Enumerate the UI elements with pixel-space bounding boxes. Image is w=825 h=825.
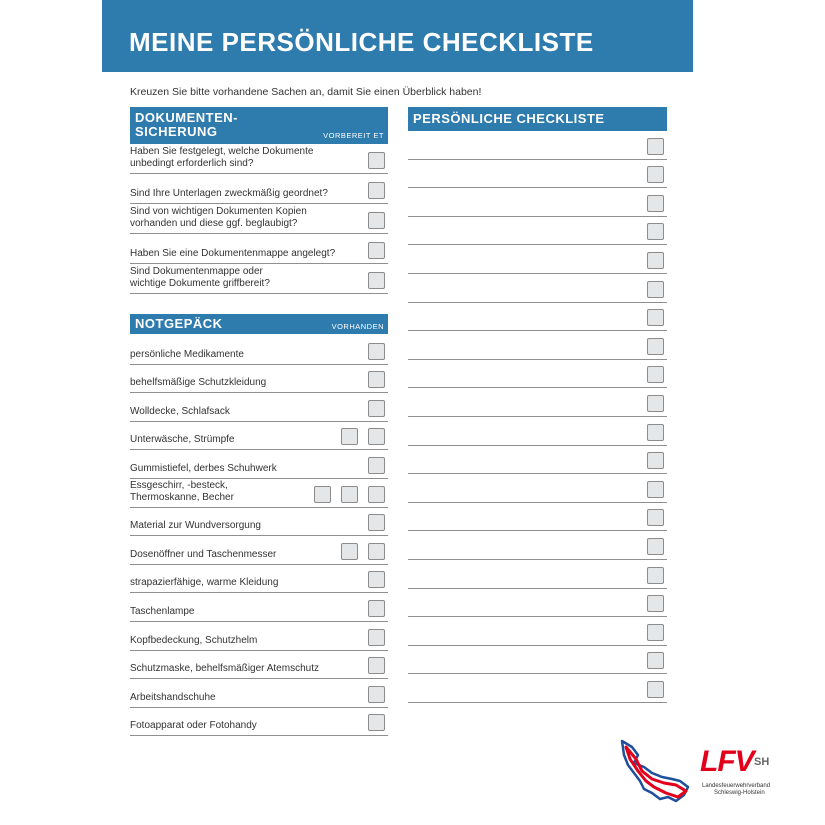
persoenlich-row xyxy=(408,217,667,246)
persoenlich-checkbox[interactable] xyxy=(647,138,664,155)
notgepaeck-item-label: Material zur Wundversorgung xyxy=(130,520,261,532)
section-title-notgepaeck: NOTGEPÄCK xyxy=(135,316,223,331)
notgepaeck-checkbox[interactable] xyxy=(341,486,358,503)
persoenlich-row xyxy=(408,589,667,618)
title-banner xyxy=(102,0,693,72)
notgepaeck-item-label: Unterwäsche, Strümpfe xyxy=(130,434,235,446)
dokumente-checkbox[interactable] xyxy=(368,212,385,229)
notgepaeck-checkbox[interactable] xyxy=(341,543,358,560)
persoenlich-checkbox[interactable] xyxy=(647,309,664,326)
notgepaeck-row xyxy=(130,536,388,565)
section-title-persoenlich: PERSÖNLICHE CHECKLISTE xyxy=(413,111,605,126)
dokumente-item-label: Sind Dokumentenmappe oder wichtige Dokumente griffbereit? xyxy=(130,266,270,289)
persoenlich-row xyxy=(408,474,667,503)
persoenlich-checkbox[interactable] xyxy=(647,223,664,240)
notgepaeck-checkbox[interactable] xyxy=(314,486,331,503)
notgepaeck-row xyxy=(130,593,388,622)
dokumente-item-label: Haben Sie festgelegt, welche Dokumente unbedingt erforderlich sind? xyxy=(130,146,314,169)
notgepaeck-item-label: Kopfbedeckung, Schutzhelm xyxy=(130,634,258,646)
persoenlich-checkbox[interactable] xyxy=(647,567,664,584)
logo-org-line2: Schleswig-Holstein xyxy=(714,790,765,796)
persoenlich-row xyxy=(408,160,667,189)
notgepaeck-row xyxy=(130,365,388,394)
notgepaeck-item-label: Dosenöffner und Taschenmesser xyxy=(130,548,277,560)
persoenlich-row xyxy=(408,388,667,417)
dokumente-item-label: Sind von wichtigen Dokumenten Kopien vorhanden und diese ggf. beglaubigt? xyxy=(130,206,307,229)
notgepaeck-item-label: Arbeitshandschuhe xyxy=(130,691,216,703)
notgepaeck-checkbox[interactable] xyxy=(368,686,385,703)
persoenlich-row xyxy=(408,360,667,389)
notgepaeck-item-label: Wolldecke, Schlafsack xyxy=(130,405,230,417)
notgepaeck-item-label: persönliche Medikamente xyxy=(130,348,244,360)
persoenlich-row xyxy=(408,646,667,675)
persoenlich-checkbox[interactable] xyxy=(647,595,664,612)
notgepaeck-item-label: Fotoapparat oder Fotohandy xyxy=(130,720,257,732)
column-label-vorbereitet: VORBEREIT ET xyxy=(323,131,384,140)
persoenlich-row xyxy=(408,503,667,532)
notgepaeck-row xyxy=(130,565,388,594)
section-header-notgepaeck xyxy=(130,314,388,334)
persoenlich-row xyxy=(408,617,667,646)
notgepaeck-checkbox[interactable] xyxy=(368,428,385,445)
persoenlich-row xyxy=(408,245,667,274)
notgepaeck-row xyxy=(130,622,388,651)
section-header-dokumente xyxy=(130,107,388,144)
persoenlich-checkbox[interactable] xyxy=(647,281,664,298)
notgepaeck-checkbox[interactable] xyxy=(368,514,385,531)
persoenlich-row xyxy=(408,417,667,446)
persoenlich-row xyxy=(408,131,667,160)
notgepaeck-row xyxy=(130,422,388,451)
persoenlich-row xyxy=(408,531,667,560)
notgepaeck-item-label: behelfsmäßige Schutzkleidung xyxy=(130,377,267,389)
notgepaeck-checkbox[interactable] xyxy=(368,543,385,560)
section-title-dokumente: DOKUMENTEN- SICHERUNG xyxy=(135,110,238,139)
dokumente-row xyxy=(130,204,388,234)
notgepaeck-checkbox[interactable] xyxy=(368,714,385,731)
notgepaeck-checkbox[interactable] xyxy=(368,486,385,503)
persoenlich-checkbox[interactable] xyxy=(647,252,664,269)
dokumente-checkbox[interactable] xyxy=(368,272,385,289)
notgepaeck-item-label: Taschenlampe xyxy=(130,605,195,617)
dokumente-checkbox[interactable] xyxy=(368,242,385,259)
dokumente-checkbox[interactable] xyxy=(368,152,385,169)
persoenlich-row xyxy=(408,674,667,703)
notgepaeck-checkbox[interactable] xyxy=(368,657,385,674)
lfv-logo xyxy=(618,737,788,807)
persoenlich-checkbox[interactable] xyxy=(647,509,664,526)
persoenlich-checkbox[interactable] xyxy=(647,424,664,441)
notgepaeck-checkbox[interactable] xyxy=(368,343,385,360)
notgepaeck-item-label: strapazierfähige, warme Kleidung xyxy=(130,577,279,589)
dokumente-row xyxy=(130,144,388,174)
intro-text: Kreuzen Sie bitte vorhandene Sachen an, damit Sie einen Überblick haben! xyxy=(130,86,482,98)
persoenlich-row xyxy=(408,560,667,589)
persoenlich-checkbox[interactable] xyxy=(647,538,664,555)
notgepaeck-item-label: Essgeschirr, -besteck, Thermoskanne, Becher xyxy=(130,479,234,503)
persoenlich-checkbox[interactable] xyxy=(647,624,664,641)
dokumente-row xyxy=(130,234,388,264)
notgepaeck-item-label: Schutzmaske, behelfsmäßiger Atemschutz xyxy=(130,663,319,675)
notgepaeck-checkbox[interactable] xyxy=(368,371,385,388)
notgepaeck-row xyxy=(130,651,388,680)
notgepaeck-checkbox[interactable] xyxy=(368,629,385,646)
notgepaeck-row xyxy=(130,450,388,479)
persoenlich-row xyxy=(408,274,667,303)
persoenlich-row xyxy=(408,331,667,360)
persoenlich-row xyxy=(408,188,667,217)
persoenlich-checkbox[interactable] xyxy=(647,195,664,212)
notgepaeck-checkbox[interactable] xyxy=(368,457,385,474)
notgepaeck-item-label: Gummistiefel, derbes Schuhwerk xyxy=(130,462,277,474)
dokumente-checkbox[interactable] xyxy=(368,182,385,199)
column-label-vorhanden: VORHANDEN xyxy=(331,322,384,331)
notgepaeck-row xyxy=(130,508,388,537)
notgepaeck-row xyxy=(130,679,388,708)
notgepaeck-row xyxy=(130,708,388,737)
persoenlich-checkbox[interactable] xyxy=(647,481,664,498)
notgepaeck-row xyxy=(130,336,388,365)
notgepaeck-checkbox[interactable] xyxy=(368,571,385,588)
persoenlich-row xyxy=(408,303,667,332)
page-title: MEINE PERSÖNLICHE CHECKLISTE xyxy=(129,27,594,57)
notgepaeck-checkbox[interactable] xyxy=(341,428,358,445)
logo-text: LFV xyxy=(700,745,754,778)
logo-suffix: SH xyxy=(754,756,770,768)
notgepaeck-checkbox[interactable] xyxy=(368,400,385,417)
dokumente-row xyxy=(130,174,388,204)
schleswig-holstein-map-icon xyxy=(618,737,700,807)
notgepaeck-checkbox[interactable] xyxy=(368,600,385,617)
persoenlich-checkbox[interactable] xyxy=(647,166,664,183)
persoenlich-checkbox[interactable] xyxy=(647,452,664,469)
persoenlich-checkbox[interactable] xyxy=(647,338,664,355)
dokumente-row xyxy=(130,264,388,294)
persoenlich-checkbox[interactable] xyxy=(647,366,664,383)
notgepaeck-row xyxy=(130,393,388,422)
persoenlich-row xyxy=(408,446,667,475)
notgepaeck-row xyxy=(130,479,388,508)
persoenlich-checkbox[interactable] xyxy=(647,652,664,669)
persoenlich-checkbox[interactable] xyxy=(647,395,664,412)
persoenlich-checkbox[interactable] xyxy=(647,681,664,698)
section-header-persoenlich xyxy=(408,107,667,131)
dokumente-item-label: Haben Sie eine Dokumentenmappe angelegt? xyxy=(130,248,336,259)
logo-org-line1: Landesfeuerwehrverband xyxy=(702,783,771,789)
dokumente-item-label: Sind Ihre Unterlagen zweckmäßig geordnet? xyxy=(130,188,328,199)
